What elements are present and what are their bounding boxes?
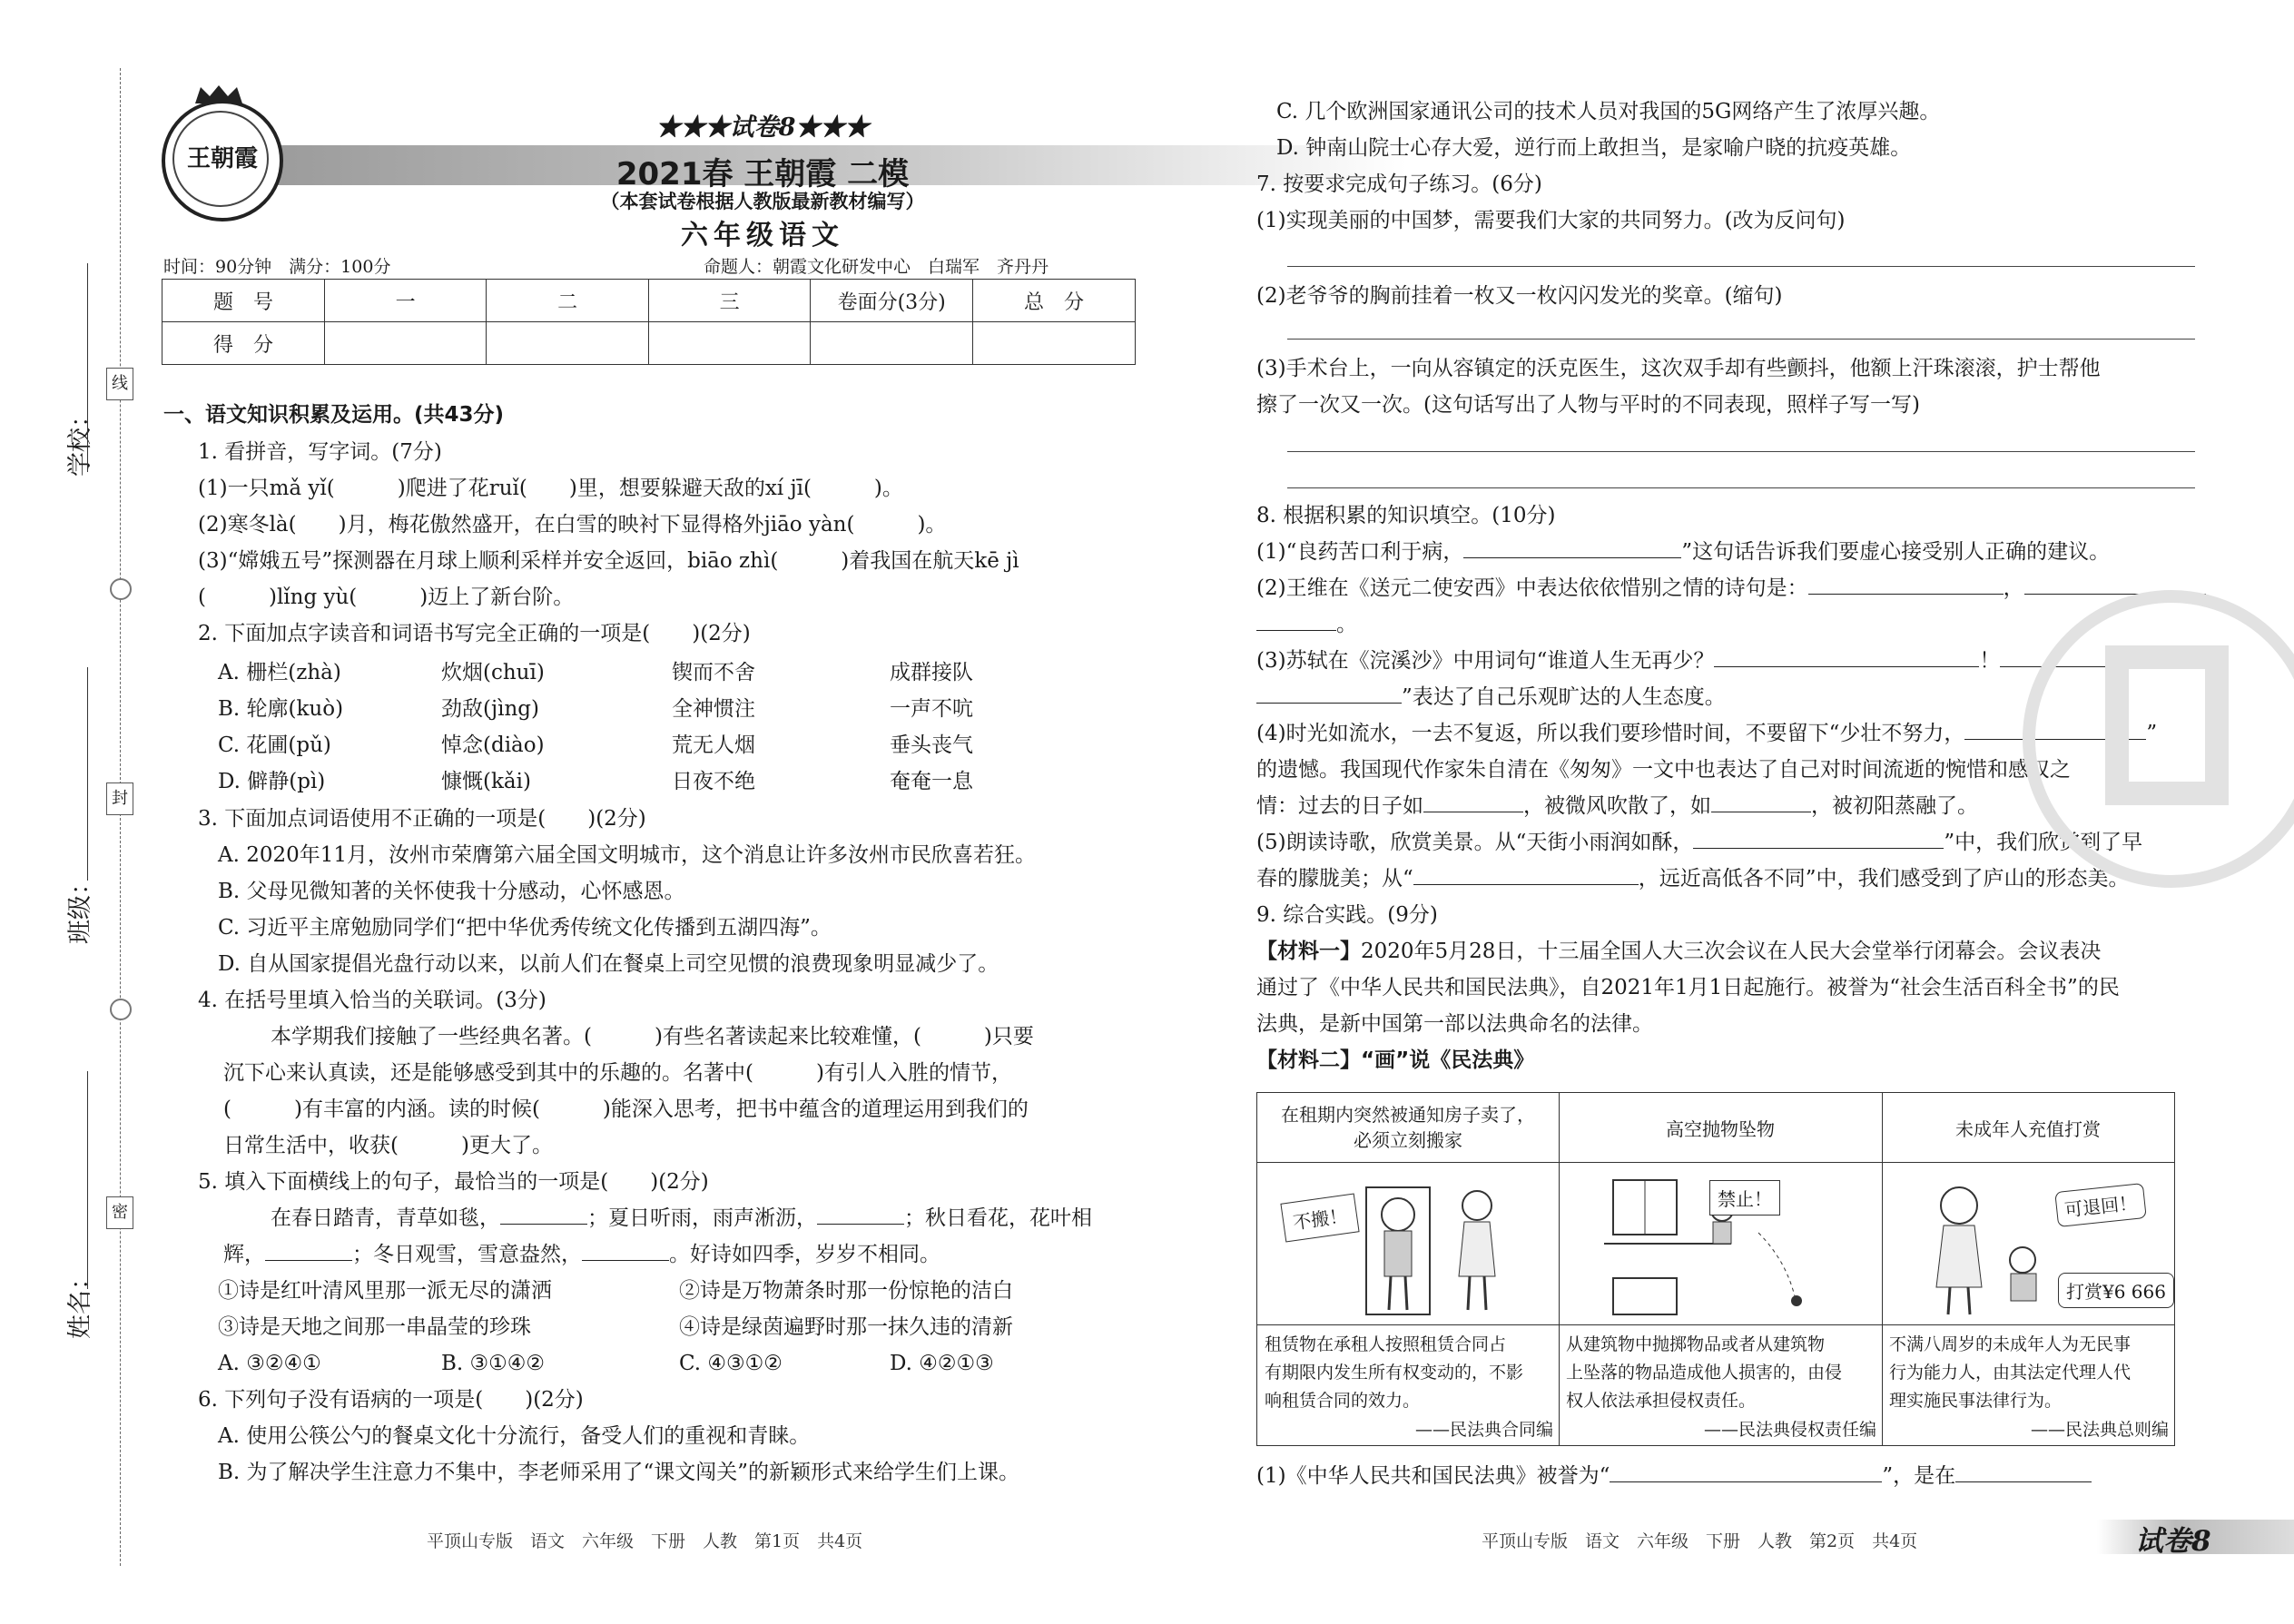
- q5-option-1: ①诗是红叶清风里那一派无尽的潇洒: [218, 1279, 552, 1303]
- option-a-3: 锲而不舍: [672, 661, 755, 684]
- q8-blank[interactable]: [1711, 793, 1811, 812]
- page-footer-left: 平顶山专版 语文 六年级 下册 人教 第1页 共4页: [427, 1531, 863, 1551]
- section-1-heading: 一、语文知识积累及运用。(共43分): [163, 403, 505, 427]
- q8-blank[interactable]: [1808, 576, 2004, 595]
- series-label: ★★★试卷8★★★: [655, 113, 870, 142]
- binding-seal-2: 封: [106, 782, 133, 815]
- q8-text: (4)时光如流水，一去不复返，所以我们要珍惜时间，不要留下“少壮不努力，: [1256, 722, 1965, 745]
- exam-subtitle: （本套试卷根据人教版最新教材编写）: [600, 190, 925, 212]
- question-8-3: (3)苏轼在《浣溪沙》中用词句“谁道人生无再少？ ！: [1256, 647, 2136, 674]
- q9-blank[interactable]: [1610, 1463, 1882, 1482]
- question-8-5: [1256, 829, 2142, 856]
- name-label: 姓名：: [66, 1265, 94, 1339]
- question-6-a: A. 使用公筷公勺的餐桌文化十分流行，备受人们的重视和青睐。: [218, 1424, 811, 1448]
- material-1: [1256, 938, 2101, 965]
- q9-text: ”，是在: [1882, 1464, 1956, 1488]
- q5-answer-d: D. ④②①③: [890, 1352, 994, 1375]
- question-6: 6. 下列句子没有语病的一项是( )(2分): [198, 1388, 584, 1412]
- option-c-2: 悼念(diào): [441, 733, 545, 757]
- binding-seal-3: 密: [106, 1196, 133, 1229]
- score-cell: 总 分: [973, 280, 1136, 322]
- q8-blank[interactable]: [1413, 866, 1639, 885]
- binding-ornament-1: [110, 578, 132, 600]
- comic-1-illustration: [1266, 1169, 1550, 1320]
- answer-line[interactable]: [1287, 266, 2195, 267]
- question-5-line-1: [271, 1205, 1092, 1232]
- school-field[interactable]: [87, 263, 88, 472]
- comic-3-text: 不满八周岁的未成年人为无民事 行为能力人，由其法定代理人代 理实施民事法律行为。: [1889, 1334, 2132, 1411]
- q8-text: ，远近高低各不同”中，我们感受到了庐山的形态美。: [1638, 867, 2130, 891]
- q8-text: ”这句话告诉我们要虚心接受别人正确的建议。: [1681, 540, 2111, 564]
- question-8-4-cont: 的遗憾。我国现代作家朱自清在《匆匆》一文中也表达了自己对时间流逝的惋惜和感叹之: [1256, 758, 2071, 782]
- q8-blank[interactable]: [1256, 684, 1402, 704]
- question-8-2-cont: 。: [1256, 611, 1357, 638]
- answer-line[interactable]: [1287, 451, 2195, 452]
- comic-1-title: 在租期内突然被通知房子卖了， 必须立刻搬家: [1281, 1104, 1535, 1151]
- comic-2-bubble: 禁止！: [1709, 1180, 1780, 1216]
- q8-text: (2)王维在《送元二使安西》中表达依依惜别之情的诗句是：: [1256, 576, 1808, 600]
- comic-2-text: 从建筑物中抛掷物品或者从建筑物 上坠落的物品造成他人损害的，由侵 权人依法承担侵权责任。: [1566, 1334, 1843, 1411]
- answer-line[interactable]: [1287, 487, 2195, 488]
- question-2: 2. 下面加点字读音和词语书写完全正确的一项是( )(2分): [198, 622, 751, 645]
- question-3: 3. 下面加点词语使用不正确的一项是( )(2分): [198, 807, 646, 831]
- score-cell: 一: [324, 280, 486, 322]
- q8-text: ”中，我们欣赏到了早: [1944, 831, 2143, 854]
- q5-blank-4[interactable]: [582, 1242, 669, 1261]
- q8-blank[interactable]: [1714, 648, 1979, 667]
- option-d-1: D. 僻静(pì): [218, 770, 326, 793]
- question-9-1: [1256, 1462, 2092, 1490]
- badge-label: 试卷8: [2135, 1525, 2211, 1558]
- score-value-row: [162, 322, 1136, 365]
- logo: [162, 100, 283, 221]
- q8-text: 春的朦胧美；从“: [1256, 867, 1413, 891]
- question-2-options: [218, 655, 1053, 801]
- q8-text: (1)“良药苦口利于病，: [1256, 540, 1464, 564]
- option-b-2: 劲敌(jìng): [441, 697, 539, 721]
- question-9: 9. 综合实践。(9分): [1256, 903, 1438, 927]
- question-1-3: (3)“嫦娥五号”探测器在月球上顺利采样并安全返回，biāo zhì( )着我国在航天kē jì: [198, 549, 1019, 573]
- option-row: [218, 764, 1053, 801]
- exam-time: 时间：90分钟 满分：100分: [163, 257, 391, 277]
- question-6-d: D. 钟南山院士心存大爱，逆行而上敢担当，是家喻户晓的抗疫英雄。: [1276, 136, 1912, 160]
- question-6-c: C. 几个欧洲国家通讯公司的技术人员对我国的5G网络产生了浓厚兴趣。: [1276, 100, 1941, 123]
- class-label: 班级：: [66, 871, 94, 944]
- exam-authors: 命题人：朝霞文化研发中心 白瑞军 齐丹丹: [704, 257, 1049, 277]
- q5-blank-3[interactable]: [265, 1242, 352, 1261]
- question-1-3-cont: ( )lǐng yù( )迈上了新台阶。: [198, 586, 575, 609]
- civil-code-comic-table: [1256, 1092, 2175, 1446]
- answer-line[interactable]: [1287, 339, 2195, 340]
- comic-3-title: 未成年人充值打赏: [1955, 1118, 2101, 1140]
- option-b-3: 全神惯注: [672, 697, 755, 721]
- binding-line: [120, 68, 121, 1566]
- question-7: 7. 按要求完成句子练习。(6分): [1256, 172, 1542, 196]
- question-8-5-cont: [1256, 865, 2130, 892]
- option-row: [218, 692, 1053, 728]
- comic-2-source: ——民法典侵权责任编: [1703, 1420, 1876, 1440]
- logo-text: 王朝霞: [186, 145, 258, 172]
- q8-blank[interactable]: [1256, 612, 1336, 631]
- q8-blank[interactable]: [1693, 830, 1944, 849]
- question-1: 1. 看拼音，写字词。(7分): [198, 440, 442, 464]
- binding-ornament-2: [110, 999, 132, 1020]
- question-1-1: (1)一只mǎ yǐ( )爬进了花ruǐ( )里，想要躲避天敌的xí jī( )。: [198, 477, 903, 500]
- question-4-2: 沉下心来认真读，还是能够感受到其中的乐趣的。名著中( )有引人入胜的情节，: [223, 1061, 1012, 1085]
- option-d-3: 日夜不绝: [672, 770, 755, 793]
- question-8-1: [1256, 538, 2110, 566]
- score-input[interactable]: [811, 322, 973, 365]
- option-a-1: A. 栅栏(zhà): [218, 661, 341, 684]
- comic-1-source: ——民法典合同编: [1414, 1420, 1553, 1440]
- question-5-line-2: [223, 1241, 940, 1268]
- question-3-c: C. 习近平主席勉励同学们“把中华优秀传统文化传播到五湖四海”。: [218, 916, 832, 940]
- score-cell: 得 分: [162, 322, 325, 365]
- score-input[interactable]: [648, 322, 810, 365]
- q5-text: 辉，: [223, 1243, 265, 1266]
- question-8-2: (2)王维在《送元二使安西》中表达依依惜别之情的诗句是： ，: [1256, 575, 2206, 602]
- binding-seal-1: 线: [106, 368, 133, 400]
- question-8-4: (4)时光如流水，一去不复返，所以我们要珍惜时间，不要留下“少壮不努力， ”: [1256, 722, 2158, 745]
- comic-3-source: ——民法典总则编: [2030, 1420, 2169, 1440]
- material-text: 2020年5月28日，十三届全国人大三次会议在人民大会堂举行闭幕会。会议表决: [1361, 940, 2102, 963]
- score-table: [162, 279, 1136, 365]
- score-input[interactable]: [487, 322, 648, 365]
- q8-blank[interactable]: [1423, 793, 1523, 812]
- subject-title: 六年级语文: [681, 220, 844, 251]
- option-c-1: C. 花圃(pǔ): [218, 733, 331, 757]
- q5-blank-1[interactable]: [500, 1206, 587, 1225]
- question-4-4: 日常生活中，收获( )更大了。: [223, 1134, 553, 1157]
- score-cell: 三: [648, 280, 810, 322]
- q5-text: 。好诗如四季，岁岁不相同。: [669, 1243, 940, 1266]
- option-d-2: 慷慨(kǎi): [441, 770, 531, 793]
- option-b-1: B. 轮廓(kuò): [218, 697, 344, 721]
- class-field[interactable]: [87, 667, 88, 881]
- question-4-1: 本学期我们接触了一些经典名著。( )有些名著读起来比较难懂，( )只要: [271, 1025, 1034, 1048]
- comic-1-text: 租赁物在承租人按照租赁合同占 有期限内发生所有权变动的，不影 响租赁合同的效力。: [1265, 1334, 1524, 1411]
- q8-text: (3)苏轼在《浣溪沙》中用词句“谁道人生无再少？: [1256, 649, 1715, 673]
- score-input[interactable]: [324, 322, 486, 365]
- option-row: [218, 655, 1053, 692]
- question-7-2: (2)老爷爷的胸前挂着一枚又一枚闪闪发光的奖章。(缩句): [1256, 284, 1783, 308]
- q5-answer-a: A. ③②④①: [218, 1352, 321, 1375]
- option-row: [218, 728, 1053, 764]
- school-label: 学校：: [66, 403, 94, 477]
- question-3-b: B. 父母见微知著的关怀使我十分感动，心怀感恩。: [218, 880, 685, 903]
- q5-text: ；夏日听雨，雨声淅沥，: [587, 1206, 817, 1230]
- question-7-3-cont: 擦了一次又一次。(这句话写出了人物与平时的不同表现，照样子写一写): [1256, 393, 1920, 417]
- score-cell: 二: [487, 280, 648, 322]
- comic-2-title: 高空抛物坠物: [1666, 1118, 1775, 1140]
- q5-option-3: ③诗是天地之间那一串晶莹的珍珠: [218, 1315, 531, 1339]
- q8-text: ，被微风吹散了，如: [1523, 794, 1711, 818]
- score-input[interactable]: [973, 322, 1136, 365]
- question-7-1: (1)实现美丽的中国梦，需要我们大家的共同努力。(改为反问句): [1256, 209, 1846, 232]
- q5-answer-b: B. ③①④②: [441, 1352, 546, 1375]
- option-d-4: 奄奄一息: [890, 770, 973, 793]
- name-field[interactable]: [87, 1071, 88, 1289]
- question-7-3: (3)手术台上，一向从容镇定的沃克医生，这次双手却有些颤抖，他额上汗珠滚滚，护士帮他: [1256, 357, 2101, 380]
- question-8-3-cont: [1256, 684, 1726, 711]
- option-a-2: 炊烟(chuī): [441, 661, 545, 684]
- comic-3-bubble: 可退回！: [2054, 1183, 2147, 1227]
- q5-text: ；秋日看花，花叶相: [904, 1206, 1092, 1230]
- q5-blank-2[interactable]: [817, 1206, 904, 1225]
- material-1-cont: 通过了《中华人民共和国民法典》，自2021年1月1日起施行。被誉为“社会生活百科全书”的民: [1256, 976, 2120, 999]
- crown-icon: [193, 84, 244, 105]
- option-c-3: 荒无人烟: [672, 733, 755, 757]
- question-8-4-cont2: [1256, 792, 1978, 820]
- q8-text: ”表达了自己乐观旷达的人生态度。: [1402, 685, 1726, 709]
- question-3-a: A. 2020年11月，汝州市荣膺第六届全国文明城市，这个消息让许多汝州市民欣喜若狂。: [218, 843, 1037, 867]
- material-2-label: 【材料二】“画”说《民法典》: [1256, 1048, 1535, 1072]
- score-header-row: [162, 280, 1136, 322]
- option-a-4: 成群接队: [890, 661, 973, 684]
- question-3-d: D. 自从国家提倡光盘行动以来，以前人们在餐桌上司空见惯的浪费现象明显减少了。: [218, 952, 999, 976]
- q8-text: ，被初阳蒸融了。: [1811, 794, 1978, 818]
- comic-3-bubble-2: 打赏¥6 666: [2058, 1273, 2174, 1308]
- q5-option-2: ②诗是万物萧条时那一份惊艳的洁白: [679, 1279, 1013, 1303]
- exam-title: 2021春 王朝霞 二模: [615, 156, 910, 192]
- question-8: 8. 根据积累的知识填空。(10分): [1256, 504, 1556, 527]
- score-cell: 题 号: [162, 280, 325, 322]
- material-1-cont2: 法典，是新中国第一部以法典命名的法律。: [1256, 1012, 1653, 1036]
- q8-text: (5)朗读诗歌，欣赏美景。从“天街小雨润如酥，: [1256, 831, 1694, 854]
- score-cell: 卷面分(3分): [811, 280, 973, 322]
- question-5: 5. 填入下面横线上的句子，最恰当的一项是( )(2分): [198, 1170, 709, 1194]
- q8-blank[interactable]: [1463, 539, 1681, 558]
- q5-text: 在春日踏青，青草如毯，: [271, 1206, 500, 1230]
- comic-1-bubble: 不搬！: [1280, 1194, 1359, 1243]
- q5-option-4: ④诗是绿茵遍野时那一抹久违的清新: [679, 1315, 1013, 1339]
- page-footer-right: 平顶山专版 语文 六年级 下册 人教 第2页 共4页: [1482, 1531, 1918, 1551]
- option-b-4: 一声不吭: [890, 697, 973, 721]
- q8-text: 情：过去的日子如: [1256, 794, 1423, 818]
- material-1-label: 【材料一】: [1256, 940, 1361, 963]
- q5-text: ；冬日观雪，雪意盎然，: [352, 1243, 582, 1266]
- question-4-3: ( )有丰富的内涵。读的时候( )能深入思考，把书中蕴含的道理运用到我们的: [223, 1097, 1029, 1121]
- question-4: 4. 在括号里填入恰当的关联词。(3分): [198, 989, 546, 1012]
- q5-answer-c: C. ④③①②: [679, 1352, 783, 1375]
- option-c-4: 垂头丧气: [890, 733, 973, 757]
- question-1-2: (2)寒冬là( )月，梅花傲然盛开，在白雪的映衬下显得格外jiāo yàn( )。: [198, 513, 947, 536]
- q9-blank[interactable]: [1955, 1463, 2092, 1482]
- question-6-b: B. 为了解决学生注意力不集中，李老师采用了“课文闯关”的新颖形式来给学生们上课。: [218, 1461, 1020, 1484]
- q9-text: (1)《中华人民共和国民法典》被誉为“: [1256, 1464, 1610, 1488]
- watermark-seal: [2023, 590, 2294, 888]
